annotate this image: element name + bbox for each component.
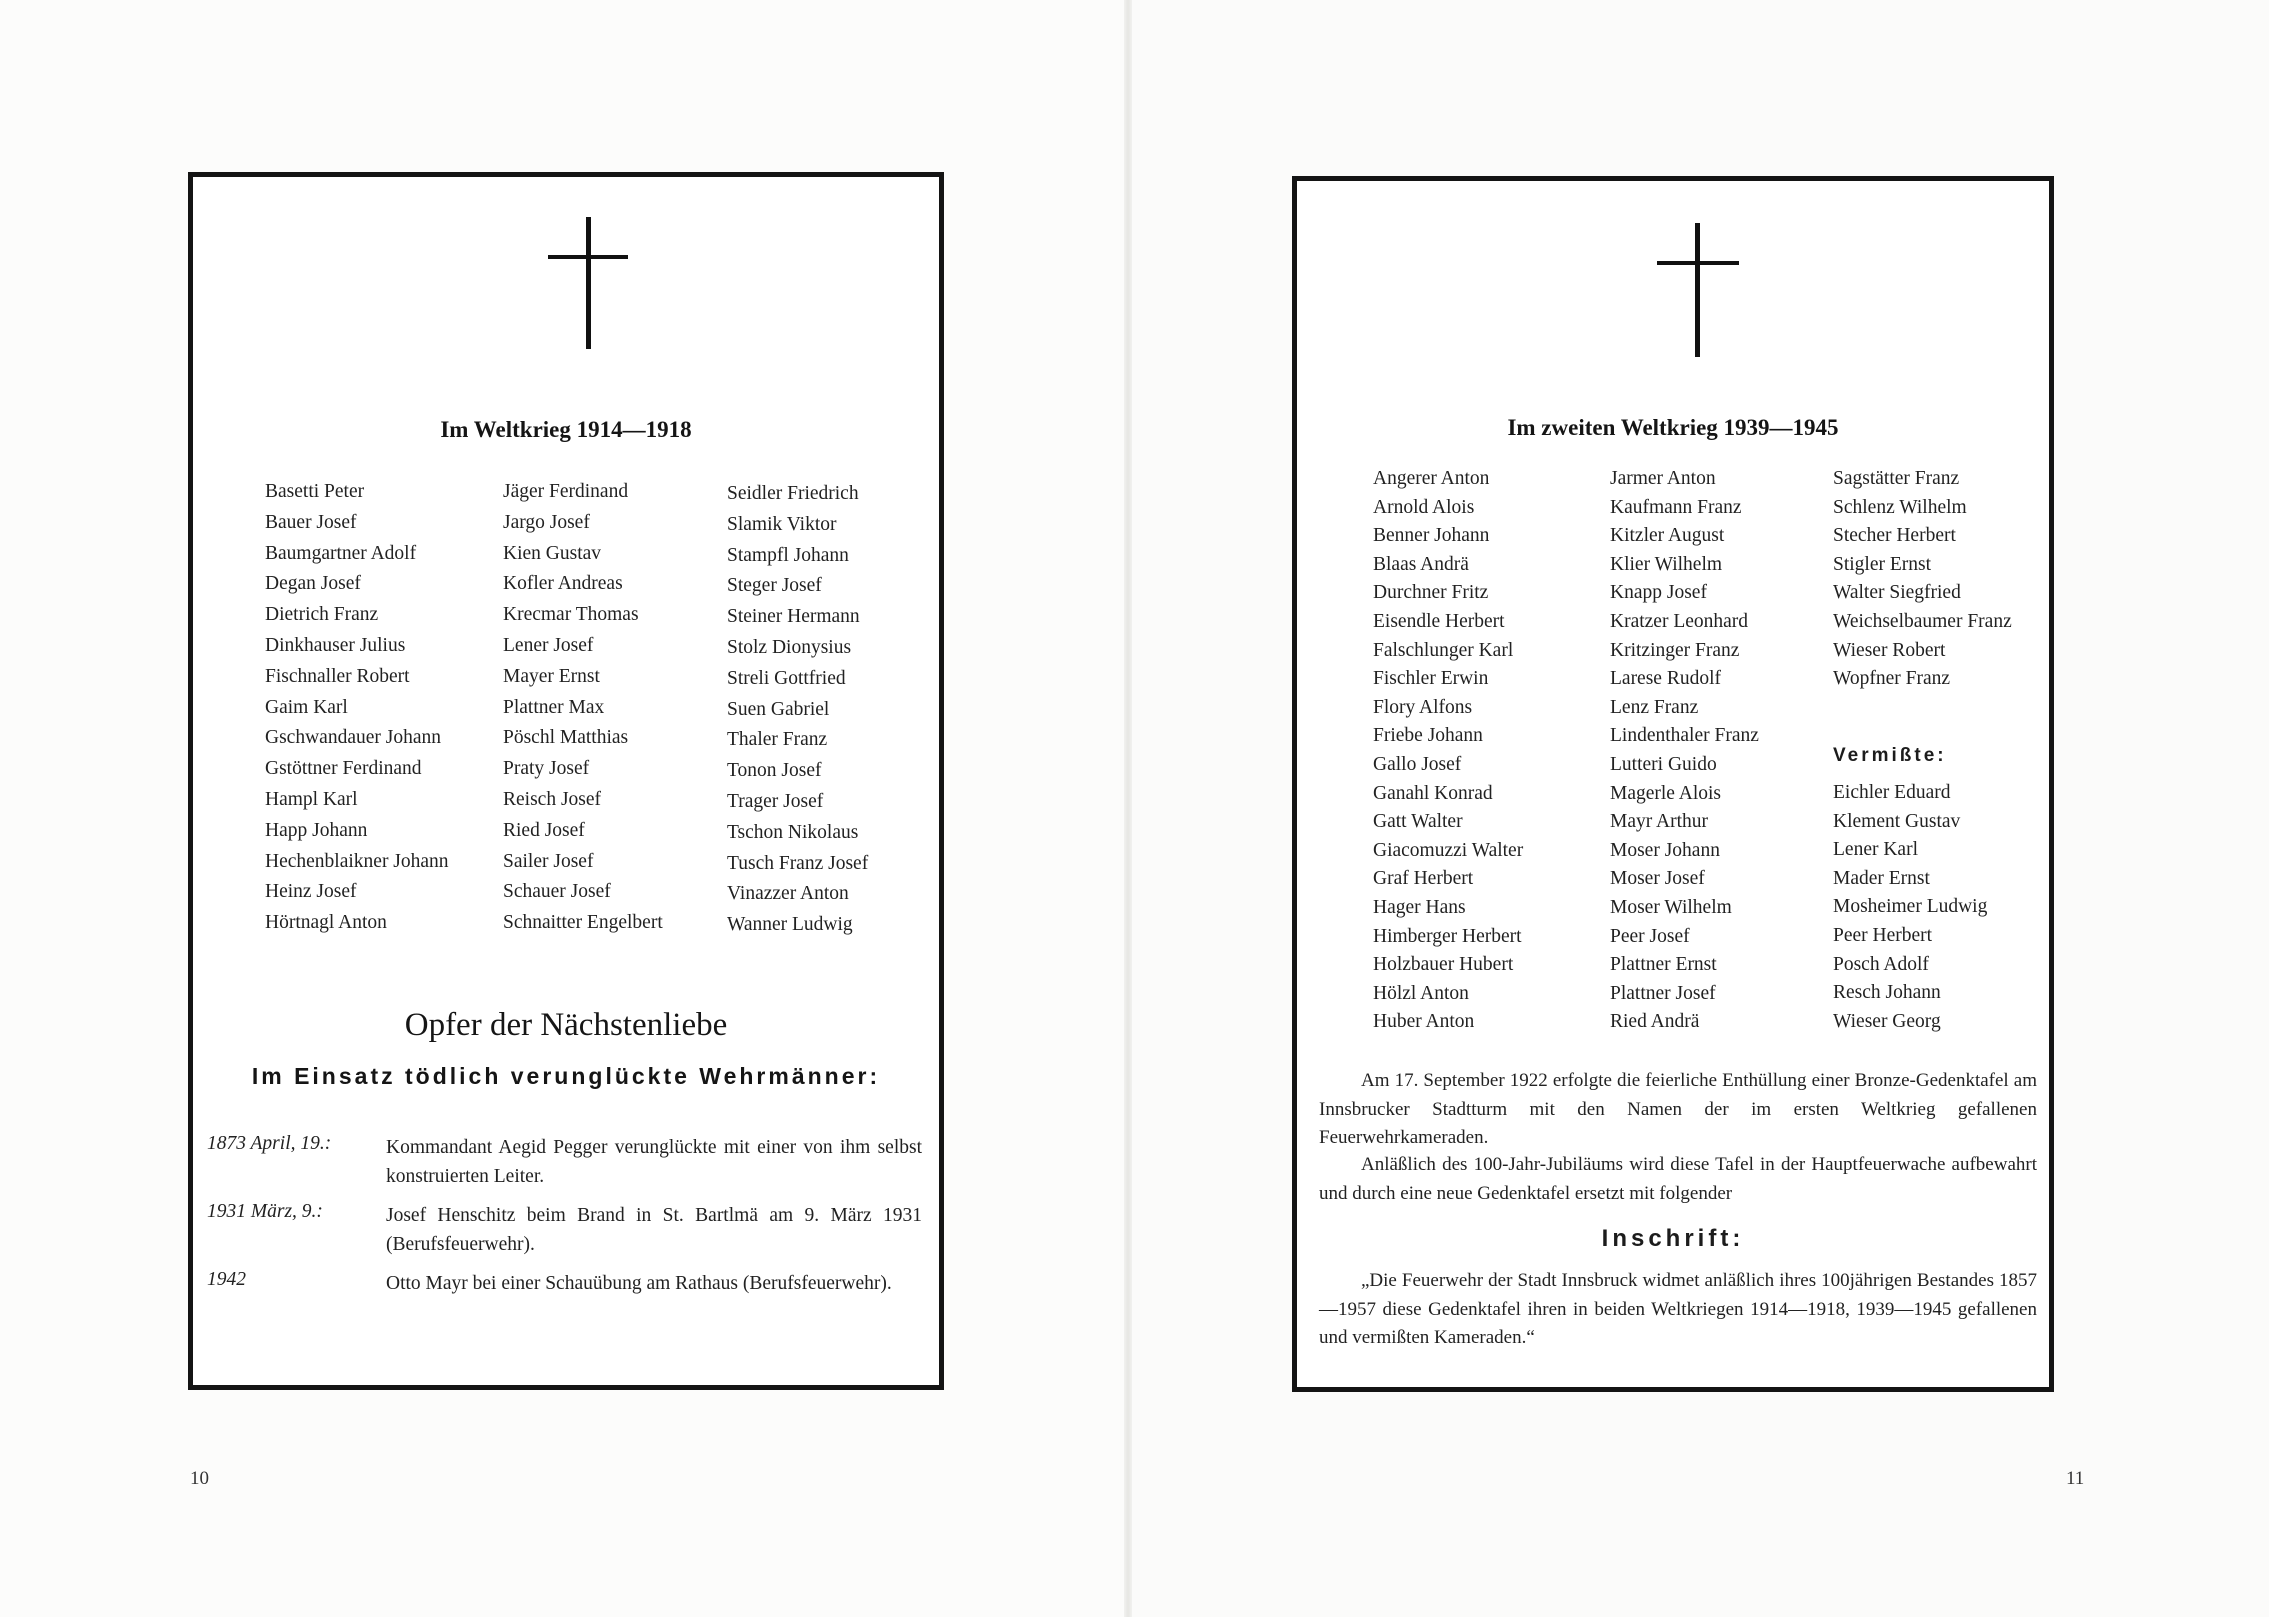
name-item: Weichselbaumer Franz (1833, 610, 2012, 632)
name-item: Krecmar Thomas (503, 604, 639, 626)
name-item: Larese Rudolf (1610, 668, 1722, 690)
name-item: Moser Johann (1610, 839, 1720, 861)
name-item: Stampfl Johann (727, 544, 849, 566)
name-item: Eichler Eduard (1833, 782, 1951, 803)
name-item: Praty Josef (503, 758, 590, 780)
name-item: Gstöttner Ferdinand (265, 758, 422, 780)
name-item: Mosheimer Ludwig (1833, 896, 1988, 918)
ww1-names-col-2 (503, 477, 663, 939)
name-item: Lindenthaler Franz (1610, 725, 1759, 747)
entry-text: Kommandant Aegid Pegger verunglückte mit einer von ihm selbst konstruierten Leiter. (386, 1137, 922, 1187)
name-item: Magerle Alois (1610, 782, 1722, 804)
name-item: Lutteri Guido (1610, 753, 1717, 775)
name-item: Kaufmann Franz (1610, 496, 1742, 518)
name-item: Stigler Ernst (1833, 553, 1932, 575)
history-paragraph-2: Anläßlich des 100-Jahr-Jubiläums wird diese Tafel in der Hauptfeuerwache aufbewahrt und durch eine neue Gedenktafel ersetzt mit folgender (1319, 1154, 2037, 1204)
name-item: Gatt Walter (1373, 811, 1463, 833)
entry-date: 1873 April, 19.: (207, 1133, 332, 1154)
name-item: Benner Johann (1373, 525, 1490, 547)
name-item: Streli Gottfried (727, 667, 846, 689)
name-item: Wopfner Franz (1833, 668, 1951, 690)
name-item: Thaler Franz (727, 729, 828, 751)
name-item: Ried Andrä (1610, 1011, 1700, 1033)
name-item: Peer Herbert (1833, 924, 1933, 946)
name-item: Schnaitter Engelbert (503, 912, 663, 934)
name-item: Slamik Viktor (727, 513, 837, 535)
name-item: Gallo Josef (1373, 753, 1462, 775)
name-item: Huber Anton (1373, 1011, 1475, 1033)
name-item: Kritzinger Franz (1610, 639, 1740, 661)
page-number-left: 10 (190, 1468, 209, 1489)
name-item: Suen Gabriel (727, 698, 830, 720)
charity-victims-title: Opfer der Nächstenliebe (404, 1007, 728, 1043)
name-item: Peer Josef (1610, 925, 1690, 947)
name-item: Walter Siegfried (1833, 582, 1961, 604)
name-item: Lener Karl (1833, 839, 1918, 861)
memorial-frame-right (1292, 176, 2054, 1392)
name-item: Plattner Josef (1610, 982, 1716, 1004)
ww1-names-col-1 (265, 477, 449, 939)
name-item: Happ Johann (265, 819, 368, 841)
name-item: Hager Hans (1373, 896, 1466, 918)
name-item: Schlenz Wilhelm (1833, 496, 1967, 518)
name-item: Moser Wilhelm (1610, 896, 1732, 918)
name-item: Kitzler August (1610, 525, 1725, 547)
name-item: Resch Johann (1833, 982, 1941, 1004)
name-item: Klement Gustav (1833, 810, 1961, 832)
book-gutter (1124, 0, 1132, 1617)
missing-heading: Vermißte: (1833, 745, 1947, 766)
name-item: Angerer Anton (1373, 468, 1490, 489)
ww1-title: Im Weltkrieg 1914—1918 (440, 417, 692, 442)
name-item: Tusch Franz Josef (727, 852, 869, 874)
name-item: Heinz Josef (265, 881, 357, 903)
name-item: Plattner Ernst (1610, 954, 1717, 976)
name-item: Falschlunger Karl (1373, 639, 1514, 661)
name-item: Kratzer Leonhard (1610, 610, 1749, 632)
ww1-names-col-3 (727, 479, 868, 941)
name-item: Jarmer Anton (1610, 468, 1716, 489)
name-item: Hörtnagl Anton (265, 912, 387, 934)
name-item: Arnold Alois (1373, 496, 1475, 518)
name-item: Lenz Franz (1610, 696, 1699, 718)
name-item: Schauer Josef (503, 881, 611, 903)
name-item: Fischnaller Robert (265, 665, 410, 687)
name-item: Fischler Erwin (1373, 668, 1489, 690)
cross-icon (548, 217, 628, 349)
name-item: Tonon Josef (727, 760, 822, 782)
name-item: Seidler Friedrich (727, 483, 859, 504)
name-item: Eisendle Herbert (1373, 610, 1505, 632)
name-item: Friebe Johann (1373, 725, 1483, 747)
entry-text: Josef Henschitz beim Brand in St. Bartlmä am 9. März 1931 (Berufsfeuerwehr). (386, 1205, 922, 1255)
name-item: Sailer Josef (503, 850, 594, 872)
name-item: Hampl Karl (265, 788, 358, 810)
name-item: Durchner Fritz (1373, 582, 1489, 604)
name-item: Vinazzer Anton (727, 883, 849, 905)
name-item: Gschwandauer Johann (265, 727, 441, 749)
cross-icon (1657, 223, 1739, 357)
name-item: Wieser Robert (1833, 639, 1946, 661)
name-item: Wieser Georg (1833, 1010, 1941, 1032)
name-item: Himberger Herbert (1373, 925, 1522, 947)
inscription-text: „Die Feuerwehr der Stadt Innsbruck widmet anläßlich ihres 100jährigen Bestandes 1857—1957 diese Gedenktafel ihren in beiden Weltkriegen 1914—1918, 1939—1945 gefallenen und vermißten Kameraden.“ (1319, 1270, 2037, 1348)
name-item: Jäger Ferdinand (503, 481, 629, 502)
name-item: Mayr Arthur (1610, 811, 1709, 833)
name-item: Holzbauer Hubert (1373, 954, 1514, 976)
name-item: Lener Josef (503, 634, 594, 656)
name-item: Steiner Hermann (727, 606, 860, 628)
memorial-frame-left (188, 172, 944, 1390)
name-item: Sagstätter Franz (1833, 468, 1960, 489)
name-item: Hechenblaikner Johann (265, 850, 449, 872)
ww2-names-col-2 (1610, 465, 1759, 1037)
ww2-names-col-3 (1833, 465, 2012, 694)
name-item: Klier Wilhelm (1610, 553, 1723, 575)
ww2-names-col-1 (1373, 465, 1523, 1037)
name-item: Graf Herbert (1373, 868, 1474, 890)
entry-date: 1942 (207, 1269, 246, 1290)
name-item: Hölzl Anton (1373, 982, 1469, 1004)
name-item: Tschon Nikolaus (727, 821, 859, 843)
inscription-heading: Inschrift: (1601, 1225, 1745, 1252)
name-item: Gaim Karl (265, 696, 348, 718)
name-item: Moser Josef (1610, 868, 1705, 890)
name-item: Flory Alfons (1373, 696, 1473, 718)
name-item: Ried Josef (503, 819, 585, 841)
name-item: Kofler Andreas (503, 573, 623, 595)
name-item: Dietrich Franz (265, 604, 379, 626)
name-item: Wanner Ludwig (727, 914, 853, 936)
name-item: Stecher Herbert (1833, 525, 1956, 547)
name-item: Jargo Josef (503, 511, 590, 533)
name-item: Mader Ernst (1833, 867, 1930, 889)
name-item: Steger Josef (727, 575, 822, 597)
name-item: Ganahl Konrad (1373, 782, 1493, 804)
ww2-title: Im zweiten Weltkrieg 1939—1945 (1507, 415, 1839, 440)
name-item: Dinkhauser Julius (265, 634, 406, 656)
name-item: Bauer Josef (265, 511, 357, 533)
entry-date: 1931 März, 9.: (207, 1201, 323, 1222)
entry-text: Otto Mayr bei einer Schauübung am Rathaus (Berufsfeuerwehr). (386, 1273, 892, 1294)
name-item: Posch Adolf (1833, 953, 1929, 975)
name-item: Plattner Max (503, 696, 605, 718)
name-item: Stolz Dionysius (727, 636, 852, 658)
name-item: Baumgartner Adolf (265, 542, 417, 564)
name-item: Giacomuzzi Walter (1373, 839, 1524, 861)
name-item: Knapp Josef (1610, 582, 1707, 604)
missing-names-col (1833, 779, 1987, 1036)
name-item: Basetti Peter (265, 481, 365, 502)
page-number-right: 11 (2066, 1468, 2085, 1489)
accident-subtitle: Im Einsatz tödlich verunglückte Wehrmänner: (251, 1063, 881, 1089)
name-item: Degan Josef (265, 573, 361, 595)
name-item: Mayer Ernst (503, 665, 600, 687)
name-item: Pöschl Matthias (503, 727, 629, 749)
name-item: Kien Gustav (503, 542, 602, 564)
history-paragraph-1: Am 17. September 1922 erfolgte die feierliche Enthüllung einer Bronze-Gedenktafel am Innsbrucker Stadtturm mit den Namen der im ersten Weltkrieg gefallenen Feuerwehrkameraden. (1319, 1070, 2037, 1148)
name-item: Blaas Andrä (1373, 553, 1469, 575)
name-item: Trager Josef (727, 790, 824, 812)
name-item: Reisch Josef (503, 788, 602, 810)
